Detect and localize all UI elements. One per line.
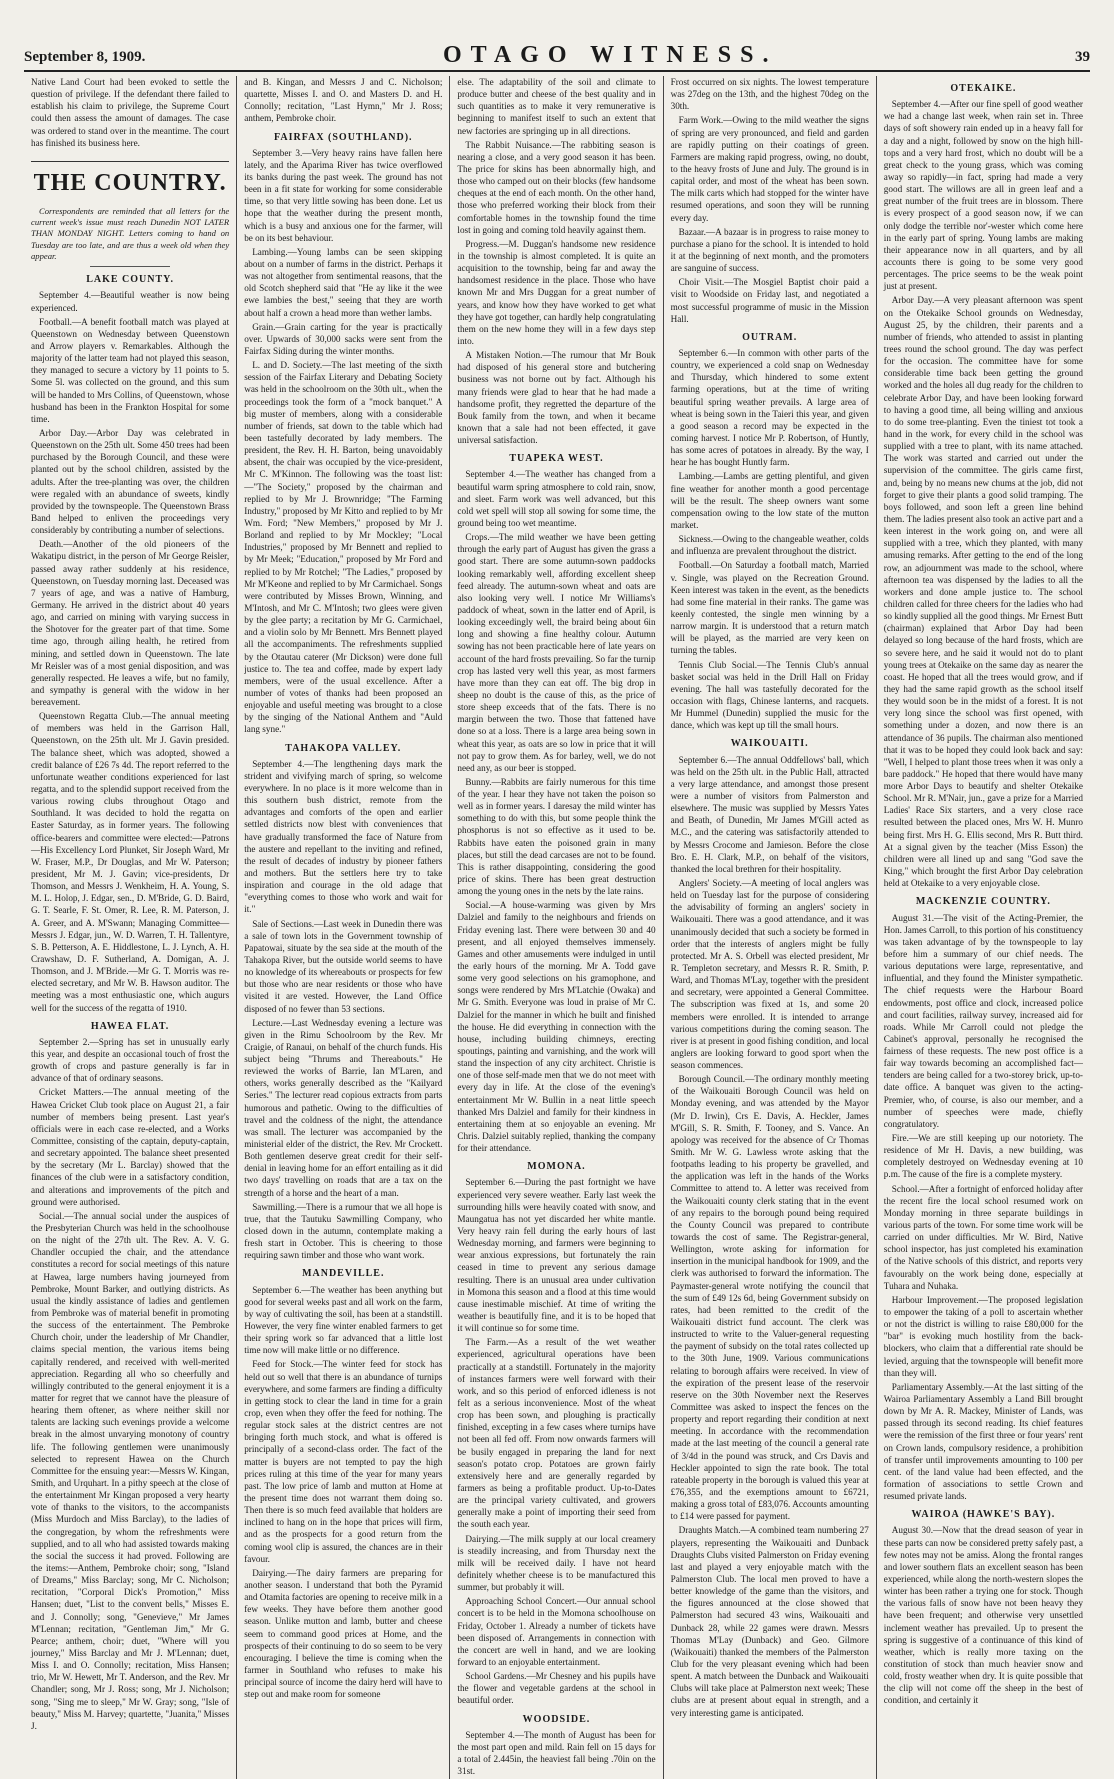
heading-lake-county: LAKE COUNTY.: [86, 274, 174, 286]
paragraph: Lambing.—Young lambs can be seen skipping about on a number of farms in the district. Perhaps it was not altogether from sentimental reasons, that the old Scotch shepherd said that "He ay like it the wee ewe lambies the best," seeing that they are worth about half a crown a head more than wether lambs.: [244, 246, 443, 318]
paragraph: September 6.—The weather has been anything but good for several weeks past and all work on the farm, by way of cultivating the soil, has been at a standstill. However, the very fine winter enabled farmers to get their spring work so far advanced that a little lost time now will make little or no difference.: [244, 1284, 443, 1356]
heading-wairoa: WAIROA (HAWKE'S BAY).: [911, 1509, 1056, 1521]
paragraph: Football.—On Saturday a football match, Married v. Single, was played on the Recreation Ground. Keen interest was taken in the event, as the benedicts had some fine material in their ranks. The game was keenly contested, the single men winning by a narrow margin. It is understood that a return match will be played, as the married are very keen on turning the tables.: [670, 560, 869, 656]
heading-outram: OUTRAM.: [742, 331, 798, 343]
paragraph: Parliamentary Assembly.—At the last sitting of the Wairoa Parliamentary Assembly a Land Bill brought down by Mr A. R. Mackey, Minister of Lands, was passed through its second reading. Its chief features were the remission of the first three or four years' rent on Crown lands, compulsory residence, a prohibition of transfer until improvements amounting to 100 per cent. of the land value had been effected, and the formation of associations to settle Crown and resumed private lands.: [883, 1381, 1083, 1502]
paragraph: Sawmilling.—There is a rumour that we all hope is true, that the Tautuku Sawmilling Company, who closed down in the autumn, contemplate making a fresh start in October. This is cheering to those requiring sawn timber and those who want work.: [244, 1201, 443, 1261]
paragraph: Progress.—M. Duggan's handsome new residence in the township is almost completed. It is quite an acquisition to the township, being far and away the handsomest residence in the place. Those who have known Mr and Mrs Duggan for a great number of years, and know how they have worked to get what they have got together, can hardly help congratulating them on the new home they will in a few days step into.: [457, 238, 656, 346]
article-columns: [24, 76, 1090, 1777]
paragraph: Crops.—The mild weather we have been getting through the early part of August has given the grass a good start. There are some autumn-sown paddocks looking remarkably well, affording excellent sheep feed already. The autumn-sown wheat and oats are also looking very well. I notice Mr Williams's paddock of wheat, sown in the latter end of April, is looking exceedingly well, the braird being about 6in long and showing a fine healthy colour. Autumn sowing has not been practicable here of late years on account of the hard frosts prevailing. So far the turnip crop has lasted very well this year, as most farmers have more than they can eat off. The big drop in sheep no doubt is the cause of this, as the price of store sheep exceeds that of the fats. There is no margin between the two. Those that fattened have done so at a loss. There is a large area being sown in wheat this year, as oats are so low in price that it will not pay to grow them. As for barley, well, we do not need any, as our beer is stopped.: [457, 532, 656, 773]
paragraph: September 6.—In common with other parts of the country, we experienced a cold snap on Wednesday and Thursday, which hindered to some extent farming operations, but at the time of writing beautiful spring weather prevails. A large area of wheat is being sown in the Taieri this year, and given a good season a record may be expected in the coming harvest. I notice Mr P. Robertson, of Huntly, has some acres of potatoes in already. By the way, I hear he has bought Huntly farm.: [670, 348, 869, 468]
paragraph: Grain.—Grain carting for the year is practically over. Upwards of 30,000 sacks were sent from the Fairfax Siding during the winter months.: [244, 321, 443, 356]
paragraph: Anglers' Society.—A meeting of local anglers was held on Tuesday last for the purpose of considering the advisability of forming an anglers' society in Waikouaiti. There was a good attendance, and it was unanimously decided that such a society be formed in order that the interests of anglers might be fully protected. Mr A. S. Orbell was elected president, Mr R. Templeton secretary, and Messrs R. R. Smith, P. Ward, and Thomas M'Lay, together with the president and secretary, were appointed a General Committee. The subscription was fixed at 1s, and some 20 members were enrolled. It is intended to arrange various competitions during the coming season. The river is at present in good fishing condition, and local anglers are looking forward to good sport when the season commences.: [670, 877, 869, 1071]
paragraph: Lecture.—Last Wednesday evening a lecture was given in the Rimu Schoolroom by the Rev. Mr Craigie, of Ranaui, on behalf of the church funds. His subject being "Thrums and Thereabouts." He reviewed the works of Barrie, Ian M'Laren, and others, works generally described as the "Kailyard Series." The lecturer read copious extracts from parts humorous and pathetic. Owing to the difficulties of travel and the coldness of the night, the attendance was small. The lecturer was accompanied by the ministerial elder of the district, the Rev. Mr Crockett. Both gentlemen deserve great credit for their self-denial in leaving home for an effort entailing as it did two days' travelling on roads that are a tax on the strength of a horse and the heart of a man.: [244, 1017, 443, 1198]
heading-tuapeka-west: TUAPEKA WEST.: [509, 453, 604, 465]
paragraph: The Farm.—As a result of the wet weather experienced, agricultural operations have been practically at a standstill. Fortunately in the majority of instances farmers were well forward with their work, and so this period of enforced idleness is not felt as a serious inconvenience. Most of the wheat crop has been sown, and ploughing is practically finished, excepting in a few cases where turnips have not been all fed off. From now onwards farmers will be busily engaged in preparing the land for next season's potato crop. Potatoes are grown fairly extensively here and are generally regarded by farmers as being a profitable product. Up-to-Dates are the principal variety cultivated, and growers generally make a point of importing their seed from the south each year.: [457, 1337, 656, 1530]
paragraph: August 31.—The visit of the Acting-Premier, the Hon. James Carroll, to this portion of his constituency was taken advantage of by the townspeople to lay before him a summary of our chief needs. The various deputations were large, representative, and influential, and they found the Minister sympathetic. The chief requests were the Harbour Board endowments, post office and clock, increased police and court facilities, railway survey, increased aid for roads. While Mr Carroll could not pledge the Cabinet's approval, personally he recognised the fairness of these requests. The new post office is a fair way towards becoming an accomplished fact—tenders are being called for a two-storey brick, up-to-date office. A banquet was given to the acting-Premier, who, of course, is also our member, and a number of speeches were made, chiefly congratulatory.: [883, 912, 1083, 1129]
article-continuation: else. The adaptability of the soil and climate to produce butter and cheese of the best quality and in such quantities as to make it very remunerative is beginning to manifest itself to such an extent that new factories are springing up in all directions.: [457, 77, 656, 136]
paragraph: Arbor Day.—A very pleasant afternoon was spent on the Otekaike School grounds on Wednesday, August 25, by the children, their parents and a number of friends, who attended to assist in planting trees round the school ground. The day was perfect for the occasion. The committee have for some considerable time back been getting the ground worked and the holes all dug ready for the children to celebrate Arbor Day, and have been looking forward to having a good time, all being willing and anxious to do some tree-planting. Even the tiniest tot took a hand in the work, for every child in the school was supplied with a tree to plant, with its name attached. The work was started and carried out under the supervision of the committee. The girls came first, and, being by no means new chums at the job, did not forget to give their plants a good solid tramping. The boys followed, and soon left a green line behind them. The ladies present also took an active part and a keen interest in the work going on, and were all supplied with a tree, which they planted, with many amusing remarks. After getting to the end of the long row, an adjournment was made to the school, where afternoon tea was dispensed by the ladies to all the workers and done ample justice to. The school children called for three cheers for the ladies who had so kindly supplied all the good things. Mr Ernest Butt (chairman) explained that Arbor Day had been delayed so long because of the hard frosts, which are so severe here, and he said it would not do to plant young trees at Otekaike on the same day as nearer the coast. He hoped that all the trees would grow, and if they had the same rapid growth as the school itself they would soon be in the midst of a forest. It is not very long since the school was first opened, with something under a dozen, and now there is an attendance of 36 pupils. The chairman also mentioned that it was to be hoped they could look back and say: "Well, I helped to plant those trees when it was only a bare paddock." He hoped that there would have many more Arbor Days to beautify and shelter Otekaike School. Mr R. M'Nair, jun., gave a prize for a Married Ladies' Race Six starters, and a very close race resulted between the placed ones, Mrs W. H. Munro being first. Mrs H. G. Ellis second, Mrs R. Butt third. At a signal given by the teacher (Miss Esson) the children were all lined up and sang "God save the King," which brought the first Arbor Day celebration held at Otekaike to a very enjoyable close.: [883, 295, 1083, 889]
column-5: [877, 76, 1090, 1779]
paragraph: September 6.—During the past fortnight we have experienced very severe weather. Early last week the surrounding hills were heavily coated with snow, and Maungatua has not yet discarded her white mantle. Very heavy rain fell during the early hours of last Wednesday morning, and farmers were beginning to wear anxious expressions, but fortunately the rain ceased in time to prevent any serious damage resulting. There is an unusual area under cultivation in Momona this season and a flood at this time would cause inestimable mischief. At time of writing the weather is beautifully fine, and it is to be hoped that it will continue so for some time.: [457, 1177, 656, 1334]
article-continuation: Native Land Court had been evoked to settle the question of privilege. If the defendant there failed to establish his claim to privilege, the Supreme Court could then assess the amount of damages. The case was ordered to stand over in the meantime. The court has finished its business here.: [31, 77, 230, 148]
newspaper-title: OTAGO WITNESS.: [442, 42, 778, 68]
paragraph: September 2.—Spring has set in unusually early this year, and despite an occasional touch of frost the growth of crops and pasture generally is far in advance of that of ordinary seasons.: [31, 1036, 230, 1084]
paragraph: September 4.—The lengthening days mark the strident and vivifying march of spring, so welcome everywhere. In no place is it more welcome than in this southern bush district, remote from the advantages and comforts of the open and earlier settled districts now blest with conveniences that have gradually transformed the face of Nature from the austere and repellant to the inviting and refined, the result of decades of industry by pioneer fathers and mothers. But the settlers here try to take inspiration and courage in the old adage that "everything comes to those who work and wait for it.": [244, 758, 443, 915]
paragraph: September 4.—The month of August has been for the most part open and mild. Rain fell on 15 days for a total of 2.445in, the heaviest fall being .70in on the 31st.: [457, 1729, 656, 1777]
paragraph: Approaching School Concert.—Our annual school concert is to be held in the Momona schoolhouse on Friday, October 1. Already a number of tickets have been disposed of. Arrangements in connection with the concert are well in hand, and we are looking forward to an enjoyable entertainment.: [457, 1596, 656, 1667]
paragraph: September 4.—After our fine spell of good weather we had a change last week, when rain set in. Three days of soft showery rain ended up in a heavy fall for a day and a night, followed by snow on the high hill-tops and a very hard frost, which no doubt will be a great check to the young grass, which was coming away so rapidly—in fact, spring had made a very good start. The willows are all in green leaf and a great number of the fruit trees are in blossom. There is every prospect of a good season now, if we can only dodge the terrible nor'-wester which come here in the early part of spring. Young lambs are making their appearance now in all quarters, and by all accounts there is going to be some very good percentages. The price seems to be the weak point just at present.: [883, 99, 1083, 292]
paragraph: September 3.—Very heavy rains have fallen here lately, and the Aparima River has twice overflowed its banks during the past week. The ground has not been in a fit state for working for some considerable time, so that very little sowing has been done. Let us hope that the weather during the present month, which is a busy and anxious one for the farmer, will be on its best behaviour.: [244, 147, 443, 243]
article-continuation: Frost occurred on six nights. The lowest temperature was 27deg on the 13th, and the highest 70deg on the 30th.: [670, 77, 869, 112]
masthead: [24, 40, 1090, 72]
paragraph: Lambing.—Lambs are getting plentiful, and given fine weather for another month a good percentage will be the result. The sheep owners want some compensation owing to the low state of the mutton market.: [670, 471, 869, 530]
paragraph: Harbour Improvement.—The proposed legislation to empower the taking of a poll to ascertain whether or not the district is willing to raise £80,000 for the "bar" is evoking much hostility from the back-blockers, who claim that a differential rate should be levied, arguing that the townspeople will benefit more than they will.: [883, 1294, 1083, 1378]
paragraph: Feed for Stock.—The winter feed for stock has held out so well that there is an abundance of turnips everywhere, and some farmers are finding a difficulty in getting stock to clear the land in time for a grain crop, even when they offer the feed for nothing. The regular stock sales at the district centres are not bringing forth much stock, and what is offered is principally of a second-class order. The fact of the matter is buyers are not tempted to pay the high prices ruling at this time of the year for many years past. The low price of lamb and mutton at Home at the present time does not warrant them doing so. Then there is so much feed available that holders are inclined to hang on in the hope that prices will firm, and as the prospects for a good return from the coming wool clip is assured, the chances are in their favour.: [244, 1359, 443, 1564]
paragraph: School.—After a fortnight of enforced holiday after the recent fire the local school resumed work on Monday morning in three separate buildings in various parts of the town. For some time work will be carried on under difficulties. Mr W. Bird, Native school inspector, has just completed his examination of the Native schools of this district, and reports very favourably on the work being done, especially at Tuhara and Nuhaka.: [883, 1183, 1083, 1291]
paragraph: School Gardens.—Mr Chesney and his pupils have the flower and vegetable gardens at the school in beautiful order.: [457, 1671, 656, 1706]
column-3: [450, 76, 663, 1779]
paragraph: Farm Work.—Owing to the mild weather the signs of spring are very pronounced, and field and garden are rapidly putting on their coatings of green. Farmers are making rapid progress, owing, no doubt, to the heavy frosts of June and July. The ground is in capital order, and most of the wheat has been sown. The milk carts which had stopped for the winter have resumed operations, and soon they will be running every day.: [670, 115, 869, 223]
heading-woodside: WOODSIDE.: [522, 1713, 591, 1725]
heading-mandeville: MANDEVILLE.: [302, 1268, 385, 1280]
paragraph: Death.—Another of the old pioneers of the Wakatipu district, in the person of Mr George Reisler, passed away rather suddenly at his residence, Queenstown, on Tuesday morning last. Deceased was 7 years of age, and was a native of Hamburg, Germany. He arrived in the district about 40 years ago, and carried on mining with varying success in the Shotover for the greater part of that time. Some time ago, through ailing health, he retired from mining, and settled down in Queenstown. The late Mr Reisler was of a most genial disposition, and was generally respected. He leaves a wife, but no family, and sympathy is general with the widow in her bereavement.: [31, 539, 230, 708]
column-4: [664, 76, 877, 1779]
column-2: [237, 76, 450, 1779]
divider: [90, 266, 169, 267]
paragraph: Sale of Sections.—Last week in Dunedin there was a sale of town lots in the Government township of Papatowai, situate by the sea side at the mouth of the Tahakopa River, but the outside world seems to have no knowledge of its whereabouts or prospects for few but those who are near residents or those who have visited it are vested. However, the Land Office disposed of no fewer than 53 sections.: [244, 918, 443, 1014]
paragraph: September 4.—Beautiful weather is now being experienced.: [31, 290, 230, 313]
heading-waikouaiti: WAIKOUAITI.: [730, 738, 809, 750]
paragraph: Football.—A benefit football match was played at Queenstown on Wednesday between Queenstown and Arrow players v. Remarkables. Although the majority of the latter team had not played this season, they managed to secure a victory by 11 points to 5. Some 5l. was collected on the ground, and this sum will be handed to Mrs Collins, of Queenstown, whose husband has been in the Frankton Hospital for some time.: [31, 316, 230, 424]
heading-otekaike: OTEKAIKE.: [950, 83, 1017, 94]
paragraph: September 4.—The weather has changed from a beautiful warm spring atmosphere to cold rain, snow, and sleet. Farm work was well advanced, but this cold wet spell will stop all sowing for some time, the ground being too wet meantime.: [457, 469, 656, 528]
paragraph: Choir Visit.—The Mosgiel Baptist choir paid a visit to Woodside on Friday last, and negotiated a most successful programme of music in the Mission Hall.: [670, 277, 869, 324]
paragraph: Social.—A house-warming was given by Mrs Dalziel and family to the neighbours and friends on Friday evening last. There were between 30 and 40 present, and all enjoyed themselves immensely. Games and other amusements were indulged in until the early hours of the morning. Mr A. Todd gave some very good selections on his gramophone, and songs were rendered by Mrs M'Latchie (Owaka) and Mr G. Smith. Everyone was loud in praise of Mr C. Dalziel for the manner in which he built and finished the house. He did everything in connection with the house, including building chimneys, erecting spoutings, painting and varnishing, and the work will stand the inspection of any city architect. Christie is one of those self-made men that we do not meet with every day in life. At the close of the evening's entertainment Mr W. Bullin in a neat little speech thanked Mrs Dalziel and family for their kindness in entertaining them at so enjoyable an evening. Mr Chris. Dalziel suitably replied, thanking the company for their attendance.: [457, 900, 656, 1154]
paragraph: Social.—The annual social under the auspices of the Presbyterian Church was held in the schoolhouse on the night of the 27th ult. The Rev. A. V. G. Chandler occupied the chair, and the attendance constitutes a record for social meetings of this nature at Hawea, large numbers having journeyed from Pembroke, Mount Barker, and outlying districts. As usual the kindly assistance of ladies and gentlemen from Pembroke was of material benefit in promoting the success of the entertainment. The Pembroke Church choir, under the leadership of Mr Chandler, claims special mention, the various items being capitally rendered, and received with well-merited appreciation. Regarding all who so cheerfully and willingly contributed to the general enjoyment it is a matter for regret that we cannot have the pleasure of hearing them oftener, as where neither skill nor talents are lacking such evenings provide a welcome break in the almost unvarying monotony of country life. The following gentlemen were unanimously selected to represent Hawea on the Church Committee for the ensuing year:—Messrs W. Kingan, Smith, and Urquhart. In a pithy speech at the close of the entertainment Mr Kingan proposed a very hearty vote of thanks to the visitors, to the accompanists (Miss Murdoch and Miss Barclay), to the ladies of the congregation, by whom the refreshments were supplied, and to all who had assisted towards making the social the success it had proved. Following are the items:—Anthem, Pembroke choir; song, "Island of Dreams," Miss Barclay; song, Mr C. Nicholson; recitation, "Corporal Dick's Promotion," Miss Hansen; duet, "List to the convent bells," Misses E. and J. Connolly; song, "Genevieve," Mr James M'Lennan; recitation, "Gentleman Jim," Mr G. Pearce; anthem, choir; duet, "Where will you journey," Miss Barclay and Mr J. M'Lennan; duet, Miss I. and O. Connolly; recitation, Miss Hansen; trio, Mr W. Hewett, Mr T. Anderson, and the Rev. Mr Chandler; song, Mr J. Ross; song, Mr J. Nicholson; song, "Sing me to sleep," Mr W. Gray; song, "Isle of beauty," Miss M. Harvey; quartette, "Juanita," Misses J.: [31, 1210, 230, 1731]
paragraph: Borough Council.—The ordinary monthly meeting of the Waikouaiti Borough Council was held on Monday evening, and was attended by the Mayor (Mr D. Irwin), Crs E. Davis, A. Heckler, James M'Gill, S. R. Smith, F. Tooney, and S. Vance. An apology was received for the absence of Cr Thomas Smith. Mr W. G. Lawless wrote asking that the footpaths leading to his property be gravelled, and the application was left in the hands of the Works Committee to attend to. A letter was received from the Waikouaiti county clerk stating that in the event of any repairs to the borough pound being required the County Council was prepared to contribute towards the cost of same. The Registrar-general, Wellington, wrote asking for information for insertion in the municipal handbook for 1909, and the clerk was authorised to forward the information. The Paymaster-general wrote notifying the council that the sum of £49 12s 6d, being Government subsidy on rates, had been remitted to the credit of the Waikouaiti district fund account. The clerk was instructed to write to the Valuer-general requesting the payment of subsidy on the total rates collected up to the 30th June, 1909. Various communications relating to borough affairs were received. In view of the expiration of the present lease of the reservoir reserve on the 30th November next the Reserves Committee was asked to inspect the fences on the property and report regarding their condition at next meeting. In accordance with the recommendation made at the last meeting of the council a general rate of 3/4d in the pound was struck, and Crs Davis and Heckler appointed to sign the rate book. The total rateable property in the borough is valued this year at £76,355, and the exemptions amount to £6721, making a gross total of £83,076. Accounts amounting to £14 were passed for payment.: [670, 1074, 869, 1522]
heading-mackenzie-country: MACKENZIE COUNTRY.: [915, 896, 1051, 908]
heading-momona: MOMONA.: [527, 1161, 586, 1173]
article-continuation: and B. Kingan, and Messrs J and C. Nicholson; quartette, Misses I. and O. and Masters D. and H. Connolly; recitation, "Last Hymn," Mr J. Ross; anthem, Pembroke choir.: [244, 77, 443, 124]
paragraph: Tennis Club Social.—The Tennis Club's annual basket social was held in the Drill Hall on Friday evening. The hall was tastefully decorated for the occasion with flags, Chinese lanterns, and racquets. Mr Hummel (Dunedin) supplied the music for the dance, which was kept up till the small hours.: [670, 659, 869, 731]
paragraph: August 30.—Now that the dread season of year in these parts can now be considered pretty safely past, a few notes may not be amiss. Along the frontal ranges and lower southern flats an excellent season has been experienced, while along the north-western slopes the winter has been rather a trying one for stock. Though the various falls of snow have not been heavy they have been frequent; and otherwise very unsettled inclement weather has prevailed. Up to present the spring is suggestive of a continuance of this kind of weather, which is really more taxing on the constitution of stock than much heavier snow and cold, frosty weather when dry. It is quite possible that the clip will not come off the sheep in the best of condition, and certainly it: [883, 1525, 1083, 1706]
paragraph: The Rabbit Nuisance.—The rabbiting season is nearing a close, and a very good season it has been. The price for skins has been abnormally high, and those who camped out on their blocks (few handsome cheques at the end of each month. On the other hand, those who preferred working their block from their comfortable homes in the township found the time lost in going and coming told heavily against them.: [457, 139, 656, 235]
paragraph: Dairying.—The dairy farmers are preparing for another season. I understand that both the Pyramid and Otamita factories are opening to receive milk in a few weeks. They have before them another good season. Unlike mutton and lamb, butter and cheese seem to command good prices at Home, and the prospects of their continuing to do so seem to be very encouraging. I believe the time is coming when the farmer in Southland who refuses to make his principal source of income the dairy herd will have to step out and make room for someone: [244, 1567, 443, 1700]
paragraph: September 6.—The annual Oddfellows' ball, which was held on the 25th ult. in the Public Hall, attracted a very large attendance, and amongst those present were a number of visitors from Palmerston and elsewhere. The music was supplied by Messrs Yates and Beath, of Dunedin, Mr James M'Gill acted as M.C., and the catering was satisfactorily attended to by Messrs Crocome and Jamieson. Before the close Bro. E. H. Clark, M.P., on behalf of the visitors, thanked the local brethren for their hospitality.: [670, 754, 869, 874]
section-title: THE COUNTRY.: [31, 161, 229, 200]
paragraph: L. and D. Society.—The last meeting of the sixth session of the Fairfax Literary and Debating Society was held in the schoolroom on the 30th ult., when the proceedings took the form of a "mock banquet." A big muster of members, along with a considerable number of friends, sat down to the table which had been tastefully decorated by lady members. The president, the Rev. H. H. Barton, being unavoidably absent, the chair was occupied by the vice-president, Mr C. M'Kinnon. The following was the toast list:—"The Society," proposed by the chairman and replied to by Mr J. Brownridge; "The Farming Industry," proposed by Mr Kitto and replied to by Mr Wm. Ford; "New Members," proposed by Mr J. Borland and replied to by Mr Mockley; "Local Industries," proposed by Mr Bennett and replied to by Mr Meek; "Education," proposed by Mr Ford and replied to by Mr Rotchel; "The Ladies," proposed by Mr M'Keone and replied to by Mr Carmichael. Songs were contributed by Misses Brown, Winning, and M'Intosh, and Mr C. M'Intosh; two glees were given by the glee party; a recitation by Mr G. Carmichael, and a violin solo by Mr Bennett. Mrs Bennett played all the accompaniments. The refreshments supplied by the Otautau caterer (Mr Dickson) were done full justice to. The tea and coffee, made by expert lady members, were of the usual excellence. After a number of votes of thanks had been proposed an enjoyable and useful meeting was brought to a close by the singing of the National Anthem and "Auld lang syne.": [244, 360, 443, 735]
paragraph: Queenstown Regatta Club.—The annual meeting of members was held in the Garrison Hall, Queenstown, on the 25th ult. Mr J. Gavin presided. The balance sheet, which was adopted, showed a credit balance of £26 7s 4d. The report referred to the unfortunate weather conditions experienced for last regatta, and to the splendid support received from the various rowing clubs throughout Otago and Southland. It was decided to hold the regatta on Easter Saturday, as in former years. The following office-bearers and committee were elected:—Patrons—His Excellency Lord Plunket, Sir Joseph Ward, Mr W. Fraser, M.P., Dr Douglas, and Mr W. Paterson; president, Mr M. J. Gavin; vice-presidents, Dr Thomson, and Messrs J. Wenkheim, H. A. Young, S. M. L. Holop, J. Edgar, sen., D. M'Bride, G. D. Baird, G. T. Searle, F. St. Omer, R. Lee, R. M. Paterson, J. A. Greer, and A. M'Swann; Managing Committee—Messrs J. Edgar, jun., W. D. Warren, T. H. Tallentyre, S. B. Petterson, A. E. Hiddlestone, L. J. Lynch, A. H. Crawshaw, D. F. Sutherland, A. Domigan, A. J. Thomson, and J. M'Bride.—Mr G. T. Morris was re-elected secretary, and Mr W. B. Hawson auditor. The meeting was a most enthusiastic one, which augurs well for the success of the regatta of 1910.: [31, 711, 230, 1013]
paragraph: A Mistaken Notion.—The rumour that Mr Bouk had disposed of his general store and butchering business was not borne out by fact. Although his many friends were glad to hear that he had made a handsome profit, they regretted the departure of the Bouk family from the town, and when it became known that a sale had not been effected, it gave universal satisfaction.: [457, 350, 656, 446]
paragraph: Cricket Matters.—The annual meeting of the Hawea Cricket Club took place on August 21, a fair number of members being present. Last year's officials were in each case re-elected, and a Works Committee, consisting of the captain, deputy-captain, and secretary appointed. The balance sheet presented by the secretary (Mr L. Barclay) showed that the finances of the club were in a satisfactory condition, and alterations and improvements of the pitch and ground were authorised.: [31, 1087, 230, 1207]
heading-hawea-flat: HAWEA FLAT.: [90, 1020, 170, 1032]
paragraph: Dairying.—The milk supply at our local creamery is steadily increasing, and from Thursday next the milk will be received daily. I have not heard definitely whether cheese is to be manufactured this summer, but probably it will.: [457, 1533, 656, 1593]
paragraph: Bazaar.—A bazaar is in progress to raise money to purchase a piano for the school. It is intended to hold it at the beginning of next month, and the promoters are sanguine of success.: [670, 226, 869, 274]
paragraph: Bunny.—Rabbits are fairly numerous for this time of the year. I hear they have not taken the poison so well as in former years. I daresay the mild winter has something to do with this, but some people think the phosphorus is not so effective as it used to be. Rabbits have eaten the poisoned grain in many places, but still the dead carcases are not to be found. This is rather disappointing, considering the good price of skins. There has been great destruction among the young ones in the nets by the late rains.: [457, 776, 656, 897]
page-number: 39: [1075, 49, 1090, 65]
paragraph: Arbor Day.—Arbor Day was celebrated in Queenstown on the 25th ult. Some 450 trees had been purchased by the Borough Council, and these were planted out by the school children, assisted by the adults. After the tree-planting was over, the children were regaled with an abundance of sweets, kindly provided by the townspeople. The Queenstown Brass Band helped to enliven the proceedings very considerably by contributing a number of selections.: [31, 427, 230, 536]
paragraph: Sickness.—Owing to the changeable weather, colds and influenza are prevalent throughout the district.: [670, 534, 869, 557]
heading-fairfax: FAIRFAX (SOUTHLAND).: [274, 131, 413, 143]
paragraph: Fire.—We are still keeping up our notoriety. The residence of Mr H. Davis, a new building, was completely destroyed on Wednesday evening at 10 p.m. The cause of the fire is a complete mystery.: [883, 1133, 1083, 1180]
heading-tahakopa-valley: TAHAKOPA VALLEY.: [285, 742, 402, 754]
correspondents-notice: Correspondents are reminded that all letters for the current week's issue must reach Dunedin NOT LATER THAN MONDAY NIGHT. Letters coming to hand on Tuesday are too late, and are thus a week old when they appear.: [31, 205, 230, 261]
issue-date: September 8, 1909.: [24, 49, 146, 65]
paragraph: Draughts Match.—A combined team numbering 27 players, representing the Waikouaiti and Dunback Draughts Clubs visited Palmerston on Friday evening last and played a very enjoyable match with the Palmerston Club. The local men proved to have a better knowledge of the game than the visitors, and the figures announced at the close showed that Palmerston had secured 43 wins, Waikouaiti and Dunback 28, while 22 games were drawn. Messrs Thomas M'Lay (Dunback) and Geo. Gilmore (Waikouaiti) thanked the members of the Palmerston Club for the very pleasant evening which had been spent. A match between the Dunback and Waikouaiti Clubs will take place at Palmerston next week; These clubs are at present about equal in strength, and a very interesting game is anticipated.: [670, 1525, 869, 1718]
column-1: [24, 76, 237, 1779]
